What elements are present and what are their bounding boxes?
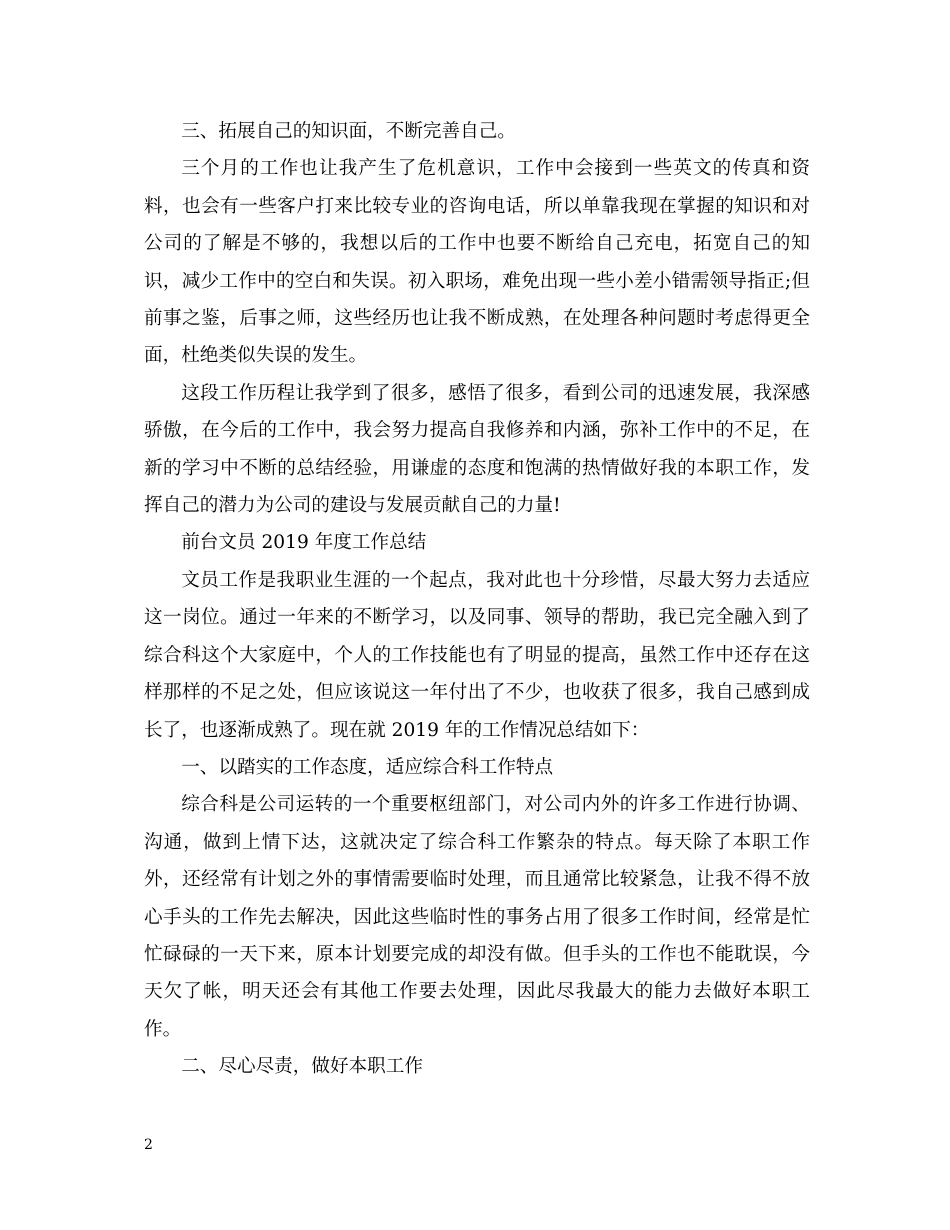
body-paragraph: 这段工作历程让我学到了很多，感悟了很多，看到公司的迅速发展，我深感骄傲，在今后的工作中，我会努力提高自我修养和内涵，弥补工作中的不足，在新的学习中不断的总结经验，用谦虚的态度和饱满的热情做好我的本职工作，发挥自己的潜力为公司的建设与发展贡献自己的力量! [144, 382, 810, 517]
section-heading-1: 一、以踏实的工作态度，适应综合科工作特点 [181, 756, 554, 778]
section-heading-3: 三、拓展自己的知识面，不断完善自己。 [181, 121, 516, 142]
document-body [144, 113, 810, 1086]
body-paragraph: 文员工作是我职业生涯的一个起点，我对此也十分珍惜，尽最大努力去适应这一岗位。通过一年来的不断学习，以及同事、领导的帮助，我已完全融入到了综合科这个大家庭中，个人的工作技能也有了明显的提高，虽然工作中还存在这样那样的不足之处，但应该说这一年付出了不少，也收获了很多，我自己感到成长了，也逐渐成熟了。现在就 2019 年的工作情况总结如下： [144, 569, 810, 741]
body-paragraph: 三个月的工作也让我产生了危机意识，工作中会接到一些英文的传真和资料，也会有一些客户打来比较专业的咨询电话，所以单靠我现在掌握的知识和对公司的了解是不够的，我想以后的工作中也要不断给自己充电，拓宽自己的知识，减少工作中的空白和失误。初入职场，难免出现一些小差小错需领导指正;但前事之鉴，后事之师，这些经历也让我不断成熟，在处理各种问题时考虑得更全面，杜绝类似失误的发生。 [144, 158, 810, 367]
page-number: 2 [144, 1137, 153, 1153]
section-heading-2: 二、尽心尽责，做好本职工作 [181, 1056, 423, 1078]
document-title: 前台文员 2019 年度工作总结 [181, 532, 427, 554]
body-paragraph: 综合科是公司运转的一个重要枢纽部门，对公司内外的许多工作进行协调、沟通，做到上情下达，这就决定了综合科工作繁杂的特点。每天除了本职工作外，还经常有计划之外的事情需要临时处理，而且通常比较紧急，让我不得不放心手头的工作先去解决，因此这些临时性的事务占用了很多工作时间，经常是忙忙碌碌的一天下来，原本计划要完成的却没有做。但手头的工作也不能耽误，今天欠了帐，明天还会有其他工作要去处理，因此尽我最大的能力去做好本职工作。 [144, 794, 810, 1040]
